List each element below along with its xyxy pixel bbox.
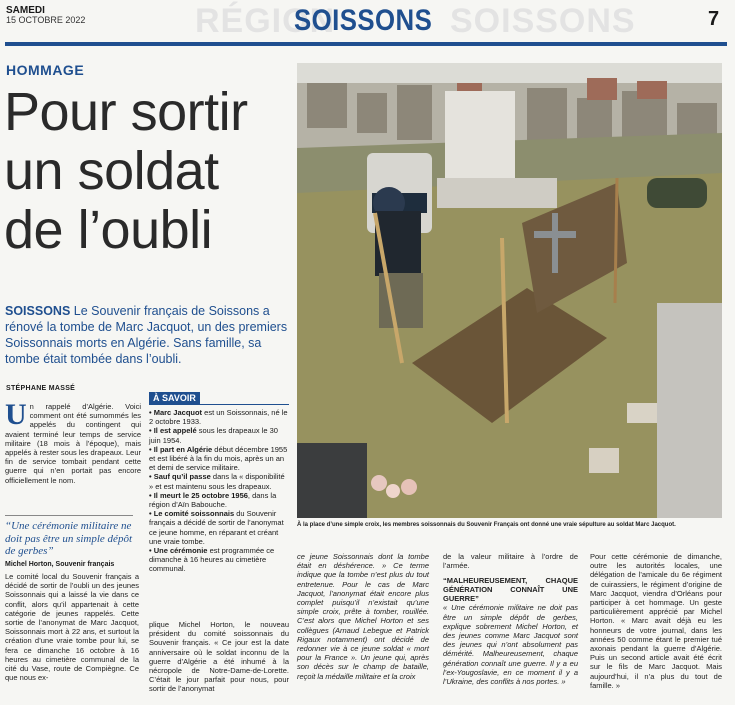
pull-quote-author: Michel Horton, Souvenir français	[5, 561, 115, 568]
body-paragraph-3: plique Michel Horton, le nouveau président du comité soissonnais du Souvenir français. « Ce jour est la date anniversaire où le soldat inconnu de la guerre d’Algérie a été inhumé à la nécropole de Notre-Dame-de-Lorette. C’était le jour parfait pour nous, pour sortir de l’anonymat	[149, 620, 289, 694]
ghost-section-left: RÉGION	[195, 2, 336, 40]
article-kicker: HOMMAGE	[6, 62, 85, 78]
a-savoir-item: • Le comité soissonnais du Souvenir français a décidé de sortir de l’anonymat ce jeune homme, en réparant et créant une vraie tombe.	[149, 509, 284, 546]
body-column-1b	[5, 572, 139, 682]
ghost-section-right: SOISSONS	[450, 2, 636, 40]
a-savoir-item: • Sauf qu’il passe dans la « disponibilité » et est maintenu sous les drapeaux.	[149, 472, 285, 491]
a-savoir-box	[149, 408, 289, 574]
lead-text: Le Souvenir français de Soissons a rénové la tombe de Marc Jacquot, un des premiers Soissonnais morts en Algérie. Sans famille, sa tombe était tombée dans l’oubli.	[5, 304, 288, 366]
issue-day: SAMEDI	[6, 5, 45, 16]
drop-cap: U	[5, 398, 27, 431]
body-column-5	[590, 552, 722, 690]
body-column-3	[297, 552, 429, 681]
body-subhead: “MALHEUREUSEMENT, CHAQUE GÉNÉRATION CONNAÎT UNE GUERRE”	[443, 576, 578, 604]
article-author: STÉPHANE MASSÉ	[6, 385, 76, 392]
body-paragraph-1: n rappelé d’Algérie. Voici comment ont été surnommés les appelés du contingent qui avaient terminé leur temps de service militaire (18 mois à l’époque), mais appelés à rester sous les drapeaux. Leur fin de service tombait pendant cette guerre qui n’en portait pas encore officiellement le nom.	[5, 402, 141, 485]
headline-line-3: de l’oubli	[4, 200, 213, 260]
a-savoir-rule	[149, 404, 289, 405]
a-savoir-item: • Il part en Algérie début décembre 1955 et est libéré à la fin du mois, après un an et demi de service militaire.	[149, 444, 288, 473]
body-paragraph-2: Le comité local du Souvenir français a décidé de sortir de l’oubli un des jeunes Soissonnais qui a laissé la vie dans ce conflit, alors qu’il appartenait à cette catégorie de jeunes rappelés. Cette sortie de l’anonymat de Marc Jacquot, Soissonnais mort à 22 ans, et surtout la création d’une vraie tombe pour lui, se fera ce dimanche 16 octobre à 16 heures au cimetière communal de la cité du Vase, route de Compiègne. Ce que nous ex-	[5, 572, 139, 683]
article-headline	[4, 83, 294, 260]
body-paragraph-5: de la valeur militaire à l’ordre de l’armée.	[443, 552, 578, 571]
photo-illustration	[297, 63, 722, 518]
body-paragraph-6: « Une cérémonie militaire ne doit pas être un simple dépôt de gerbes, explique sobrement Michel Horton, et des jeunes comme Marc Jacquot sont des jeunes qui n’ont absolument pas démérité. Malheureusement, chaque génération connaît une guerre. Il y a eu l’ex-Yougoslavie, en ce moment il y a l’Ukraine, des conflits à nos portes. »	[443, 603, 578, 687]
lead-city: SOISSONS	[5, 304, 71, 318]
pull-quote: “Une cérémonie militaire ne doit pas être un simple dépôt de gerbes”	[5, 520, 132, 557]
a-savoir-item: • Il meurt le 25 octobre 1956, dans la région d’Aïn Babouche.	[149, 490, 277, 510]
body-column-2	[149, 620, 289, 694]
issue-date: 15 OCTOBRE 2022	[6, 15, 86, 25]
a-savoir-item: • Marc Jacquot est un Soissonnais, né le 2 octobre 1933.	[149, 408, 288, 427]
body-column-4	[443, 552, 578, 686]
article-lead	[5, 303, 293, 367]
body-paragraph-7: Pour cette cérémonie de dimanche, outre les autorités locales, une délégation de l’amicale du 6e régiment de cuirassiers, le régiment d’origine de Marc Jacquot, viendra d’Orléans pour participer à cet hommage. Un geste particulièrement apprécié par Michel Horton. « Marc avait déjà eu les honneurs de votre journal, dans les années 50 comme étant le premier tué axonais pendant la guerre d’Algérie. Puis un second article avait été écrit sur le fils de Marc Jacquot. Mais aujourd’hui, il n’a plus du tout de famille. »	[590, 552, 722, 690]
photo-caption: À la place d’une simple croix, les membres soissonnais du Souvenir Français ont donné une vraie sépulture au soldat Marc Jacquot.	[297, 522, 676, 528]
cemetery-photo	[297, 63, 722, 518]
body-column-1a	[5, 398, 141, 485]
headline-line-2: un soldat	[4, 141, 219, 201]
section-title: SOISSONS	[294, 4, 433, 37]
a-savoir-item: • Il est appelé sous les drapeaux le 30 juin 1954.	[149, 426, 278, 445]
header-rule	[5, 42, 727, 46]
page-number: 7	[708, 8, 720, 30]
a-savoir-item: • Une cérémonie est programmée ce dimanche à 16 heures au cimetière communal.	[149, 546, 275, 574]
a-savoir-tag: À SAVOIR	[149, 392, 200, 404]
body-paragraph-4: ce jeune Soissonnais dont la tombe était en déshérence. » Ce terme indique que la tombe n’est plus du tout entretenue. Pour le cas de Marc Jacquot, l’anonymat était encore plus complet puisqu’il n’existait qu’une simple croix, prête à tomber, rouillée. C’est alors que Michel Horton et ses collègues (Arnaud Lebegue et Patrick Rigaux notamment) ont décidé de redonner vie à ce jeune soldat « mort pour la France ». Un jeune qui, après son décès sur le champ de bataille, reçoit la médaille militaire et la croix	[297, 552, 429, 681]
headline-line-1: Pour sortir	[4, 82, 248, 142]
pullquote-rule-top	[5, 515, 133, 516]
